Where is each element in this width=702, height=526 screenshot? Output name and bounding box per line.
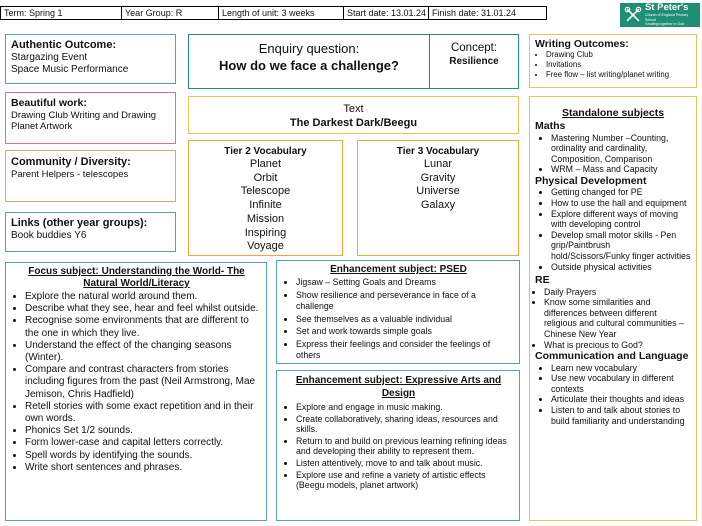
maths-item: • Mastering Number –Counting, ordinality and cardinality, Composition, Comparison bbox=[551, 133, 691, 165]
focus-item: • Write short sentences and phrases. bbox=[25, 462, 260, 474]
authentic-outcome-title: Authentic Outcome: bbox=[11, 39, 117, 51]
focus-item: • Understand the effect of the changing seasons (Winter). bbox=[25, 340, 260, 364]
arts-box bbox=[276, 370, 520, 521]
tier2-word: Telescope bbox=[240, 185, 291, 198]
focus-item: • Retell stories with some exact repetition and in their own words. bbox=[25, 401, 260, 425]
cl-heading: Communication and Language bbox=[535, 350, 689, 363]
cl-item: • Learn new vocabulary bbox=[551, 363, 691, 374]
tier3-title: Tier 3 Vocabulary bbox=[396, 146, 480, 157]
authentic-outcome-box bbox=[5, 34, 176, 84]
community-title: Community / Diversity: bbox=[11, 156, 131, 168]
psed-title: Enhancement subject: PSED bbox=[330, 264, 467, 275]
pd-item: • Develop small motor skills - Pen grip/Paintbrush hold/Scissors/Funky finger activities bbox=[551, 230, 691, 262]
pd-item: • Outside physical activities bbox=[551, 262, 691, 273]
writing-outcomes-box bbox=[529, 34, 697, 88]
focus-item: • Form lower-case and capital letters correctly. bbox=[25, 437, 260, 449]
arts-item: • Explore use and refine a variety of artistic effects (Beegu models, planet artwork) bbox=[296, 470, 513, 491]
focus-item: • Describe what they see, hear and feel whilst outside. bbox=[25, 303, 260, 315]
links-box bbox=[5, 212, 176, 252]
focus-item: • Phonics Set 1/2 sounds. bbox=[25, 425, 260, 437]
concept-box bbox=[429, 34, 519, 89]
tier2-box bbox=[188, 140, 343, 256]
psed-item: • Express their feelings and consider the feelings of others bbox=[296, 339, 513, 361]
focus-item: • Recognise some environments that are different to the one in which they live. bbox=[25, 315, 260, 339]
text-box bbox=[188, 96, 519, 134]
term-cell: Term: Spring 1 bbox=[0, 6, 122, 20]
focus-item: • Explore the natural world around them. bbox=[25, 291, 260, 303]
pd-item: • Getting changed for PE bbox=[551, 187, 691, 198]
year-group-cell: Year Group: R bbox=[121, 6, 219, 20]
beautiful-work-title: Beautiful work: bbox=[11, 97, 87, 109]
community-box bbox=[5, 150, 176, 202]
text-label: Text bbox=[343, 103, 364, 115]
psed-item: • Show resilience and perseverance in face of a challenge bbox=[296, 290, 513, 312]
re-item: • What is precious to God? bbox=[544, 340, 691, 351]
arts-title: Enhancement subject: Expressive Arts and Design bbox=[295, 375, 502, 399]
maths-item: • WRM – Mass and Capacity bbox=[551, 164, 691, 175]
arts-item: • Listen attentively, move to and talk about music. bbox=[296, 458, 513, 469]
school-logo bbox=[620, 3, 700, 27]
length-cell: Length of unit: 3 weeks bbox=[218, 6, 344, 20]
tier3-word: Universe bbox=[416, 185, 460, 198]
community-line: Parent Helpers - telescopes bbox=[11, 169, 129, 180]
enquiry-question: How do we face a challenge? bbox=[219, 58, 399, 73]
maths-heading: Maths bbox=[535, 120, 566, 132]
tier3-box bbox=[357, 140, 519, 256]
writing-outcome-item: • Drawing Club bbox=[546, 50, 691, 60]
pd-item: • How to use the hall and equipment bbox=[551, 198, 691, 209]
tier3-word: Gravity bbox=[420, 171, 456, 184]
tier2-word: Planet bbox=[249, 158, 282, 170]
enquiry-box bbox=[188, 34, 430, 89]
logo-line2: Growing together in God bbox=[644, 22, 685, 27]
writing-outcome-item: • Invitations bbox=[546, 60, 691, 70]
psed-box bbox=[276, 260, 520, 364]
standalone-box bbox=[529, 96, 697, 521]
logo-line1: Church of England Primary School bbox=[644, 13, 689, 22]
psed-item: • Jigsaw – Setting Goals and Dreams bbox=[296, 277, 513, 288]
arts-item: • Explore and engage in music making. bbox=[296, 402, 513, 413]
focus-item: • Spell words by identifying the sounds. bbox=[25, 450, 260, 462]
logo-name: St Peter's bbox=[644, 2, 689, 14]
beautiful-work-line: Planet Artwork bbox=[11, 121, 73, 132]
tier2-word: Mission bbox=[246, 212, 285, 225]
concept-value: Resilience bbox=[449, 56, 499, 67]
cl-item: • Use new vocabulary in different contexts bbox=[551, 373, 691, 394]
authentic-outcome-line: Space Music Performance bbox=[11, 64, 129, 75]
psed-item: • See themselves as a valuable individual bbox=[296, 314, 513, 325]
tier2-word: Orbit bbox=[253, 171, 278, 184]
tier2-word: Voyage bbox=[247, 240, 284, 253]
beautiful-work-line: Drawing Club Writing and Drawing bbox=[11, 110, 157, 121]
finish-date-cell: Finish date: 31.01.24 bbox=[428, 6, 547, 20]
tier2-word: Infinite bbox=[249, 199, 282, 212]
psed-item: • Set and work towards simple goals bbox=[296, 326, 513, 337]
cl-item: • Listen to and talk about stories to build familiarity and understanding bbox=[551, 405, 691, 426]
writing-outcome-item: • Free flow – list writing/planet writing bbox=[546, 70, 691, 80]
writing-outcomes-title: Writing Outcomes: bbox=[535, 38, 629, 50]
pd-heading: Physical Development bbox=[535, 174, 647, 187]
arts-item: • Create collaboratively, sharing ideas, resources and skills. bbox=[296, 414, 513, 435]
arts-item: • Return to and build on previous learning refining ideas and developing their ability to represent them. bbox=[296, 436, 513, 457]
focus-subject-box bbox=[5, 262, 267, 521]
authentic-outcome-line: Stargazing Event bbox=[11, 52, 88, 63]
concept-label: Concept: bbox=[450, 42, 498, 54]
start-date-cell: Start date: 13.01.24 bbox=[343, 6, 429, 20]
tier3-word: Lunar bbox=[423, 158, 453, 170]
beautiful-work-box bbox=[5, 92, 176, 144]
standalone-title: Standalone subjects bbox=[561, 107, 665, 119]
keys-icon bbox=[624, 6, 642, 24]
re-item: • Know some similarities and differences between different religious and cultural communities – Chinese New Year bbox=[544, 297, 691, 339]
focus-item: • Compare and contrast characters from stories including figures from the past (Neil Armstrong, Mae Jemison, Chris Hadfield) bbox=[25, 364, 260, 401]
header-strip bbox=[0, 6, 546, 20]
links-title: Links (other year groups): bbox=[11, 217, 148, 229]
tier2-word: Inspiring bbox=[244, 226, 287, 239]
re-item: • Daily Prayers bbox=[544, 287, 691, 298]
focus-title: Focus subject: Understanding the World- The Natural World/Literacy bbox=[28, 266, 245, 289]
pd-item: • Explore different ways of moving with developing control bbox=[551, 209, 691, 230]
tier2-title: Tier 2 Vocabulary bbox=[224, 146, 307, 157]
re-heading: RE bbox=[535, 274, 550, 287]
text-value: The Darkest Dark/Beegu bbox=[289, 117, 418, 129]
links-line: Book buddies Y6 bbox=[11, 230, 87, 241]
cl-item: • Articulate their thoughts and ideas bbox=[551, 394, 691, 405]
tier3-word: Galaxy bbox=[420, 199, 456, 212]
enquiry-label: Enquiry question: bbox=[258, 41, 360, 56]
